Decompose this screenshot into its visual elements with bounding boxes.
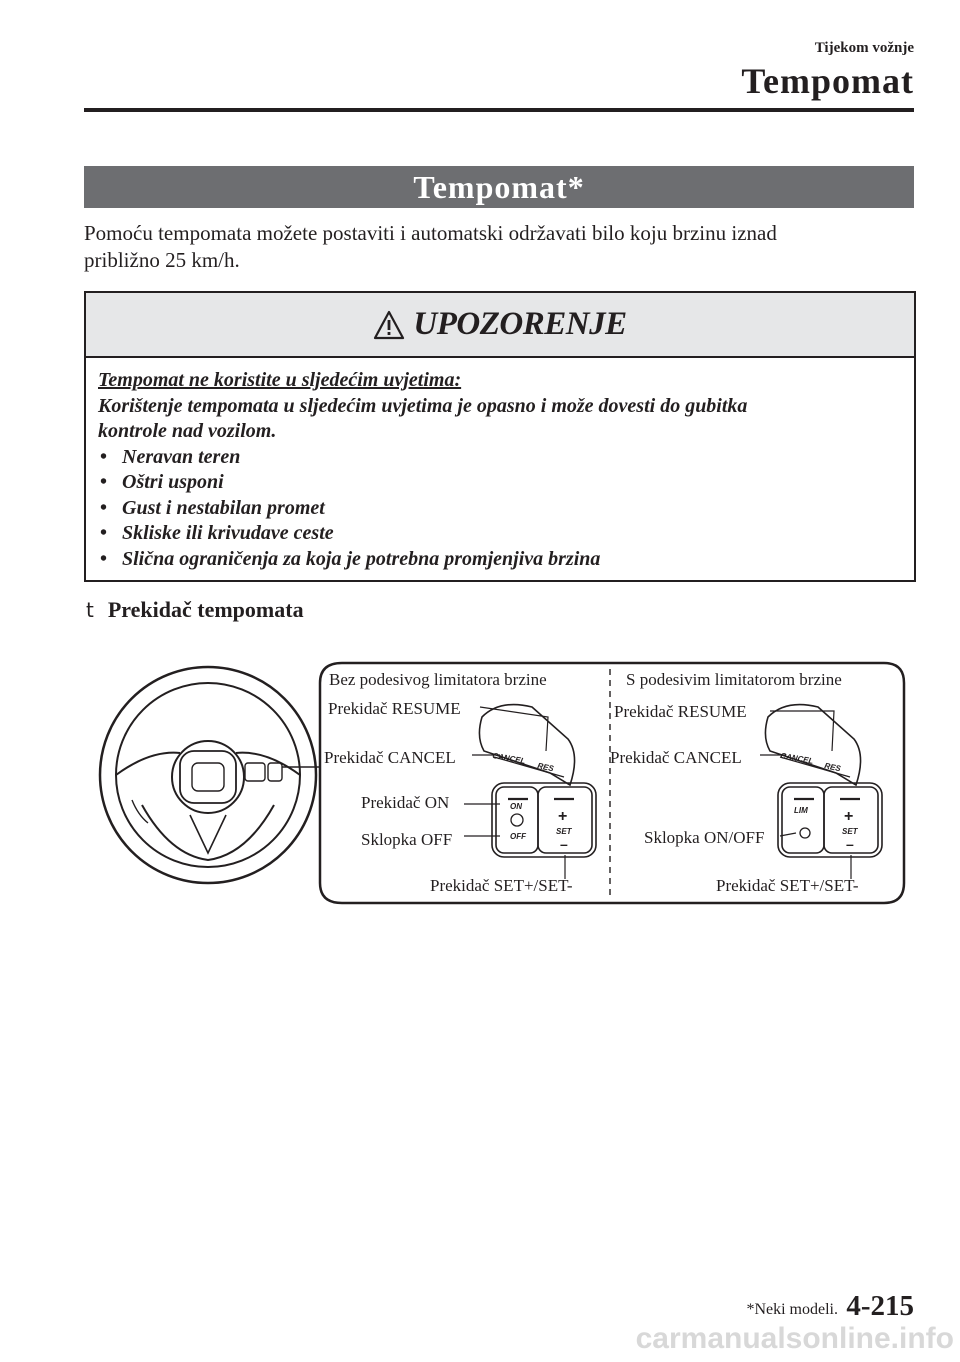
warning-list xyxy=(98,445,902,573)
steering-wheel-illustration xyxy=(100,667,320,883)
right-switch-panel xyxy=(760,705,882,879)
left-cancel-label: Prekidač CANCEL xyxy=(324,748,456,767)
right-cancel-button-text: CANCEL xyxy=(779,751,815,766)
left-set-label: Prekidač SET+/SET- xyxy=(430,876,573,895)
left-cancel-button-text: CANCEL xyxy=(491,751,527,766)
list-item: • Oštri usponi xyxy=(98,470,902,496)
right-onoff-label: Sklopka ON/OFF xyxy=(644,828,765,847)
left-off-button-text: OFF xyxy=(510,832,526,841)
left-plus-button-text: + xyxy=(558,808,568,825)
intro-paragraph xyxy=(84,220,884,274)
list-item: • Slična ograničenja za koja je potrebna promjenjiva brzina xyxy=(98,547,902,573)
left-resume-label: Prekidač RESUME xyxy=(328,699,461,718)
left-res-button-text: RES xyxy=(536,761,555,774)
left-set-button-text: SET xyxy=(556,827,572,836)
left-on-button-text: ON xyxy=(510,802,522,811)
list-item: • Neravan teren xyxy=(98,445,902,471)
warning-box xyxy=(84,291,916,582)
page-number: 4-215 xyxy=(846,1290,914,1322)
right-lim-button-text: LIM xyxy=(794,806,808,815)
right-resume-label: Prekidač RESUME xyxy=(614,702,747,721)
warning-body xyxy=(86,358,914,572)
right-minus-button-text: – xyxy=(846,836,854,852)
left-switch-panel xyxy=(464,705,596,879)
subsection-marker: t xyxy=(86,598,94,622)
intro-line-2: približno 25 km/h. xyxy=(84,248,240,272)
watermark: carmanualsonline.info xyxy=(635,1322,954,1355)
warning-title: UPOZORENJE xyxy=(413,306,627,342)
section-banner: Tempomat* xyxy=(84,166,914,208)
subsection-heading xyxy=(86,597,304,623)
left-variant-title: Bez podesivog limitatora brzine xyxy=(329,670,547,689)
subsection-title: Prekidač tempomata xyxy=(107,597,304,622)
list-item: • Skliske ili krivudave ceste xyxy=(98,521,902,547)
warning-text-line-1: Korištenje tempomata u sljedećim uvjetima je opasno i može dovesti do gubitka xyxy=(98,394,748,417)
left-on-label: Prekidač ON xyxy=(361,793,450,812)
right-plus-button-text: + xyxy=(844,808,854,825)
warning-lead: Tempomat ne koristite u sljedećim uvjetima: xyxy=(98,369,462,391)
warning-triangle-icon xyxy=(373,310,405,340)
right-res-button-text: RES xyxy=(823,761,842,774)
figure-drawing xyxy=(80,655,906,907)
warning-header xyxy=(86,293,914,358)
header-rule xyxy=(84,108,914,112)
left-off-label: Sklopka OFF xyxy=(361,830,453,849)
running-header-section: Tijekom vožnje xyxy=(814,40,914,56)
footnote: *Neki modeli. xyxy=(746,1301,838,1318)
right-cancel-label: Prekidač CANCEL xyxy=(610,748,742,767)
right-set-button-text: SET xyxy=(842,827,858,836)
list-item: • Gust i nestabilan promet xyxy=(98,496,902,522)
cruise-switch-figure xyxy=(80,655,906,907)
right-variant-title: S podesivim limitatorom brzine xyxy=(626,670,842,689)
warning-text-line-2: kontrole nad vozilom. xyxy=(98,420,277,442)
running-header-title: Tempomat xyxy=(741,61,914,101)
intro-line-1: Pomoću tempomata možete postaviti i automatski održavati bilo koju brzinu iznad xyxy=(84,221,777,245)
right-set-label: Prekidač SET+/SET- xyxy=(716,876,859,895)
left-minus-button-text: – xyxy=(560,836,568,852)
